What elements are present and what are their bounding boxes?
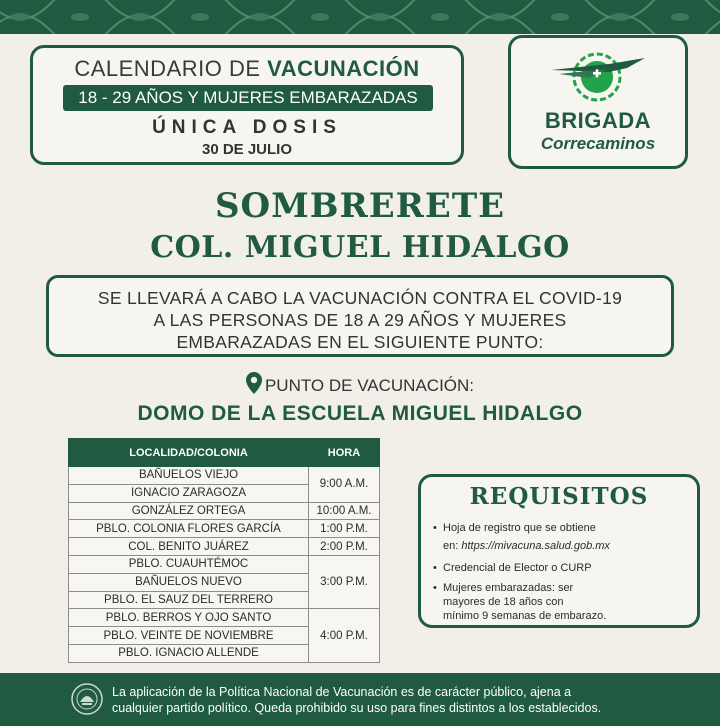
table-row	[69, 538, 380, 556]
table-row	[69, 609, 380, 627]
hour-cell: 10:00 A.M.	[309, 502, 380, 520]
locality-cell: PBLO. EL SAUZ DEL TERRERO	[69, 591, 309, 609]
calendar-box	[30, 45, 464, 165]
government-seal-icon	[70, 682, 104, 716]
locality-cell: BAÑUELOS VIEJO	[69, 467, 309, 485]
announcement-line-1: SE LLEVARÁ A CABO LA VACUNACIÓN CONTRA EL COVID-19	[97, 288, 623, 308]
footer-line-1: La aplicación de la Política Nacional de Vacunación es de carácter público, ajena a	[112, 685, 572, 699]
table-row	[69, 502, 380, 520]
roadrunner-logo-icon	[549, 44, 649, 106]
announcement-line-2: A LAS PERSONAS DE 18 A 29 AÑOS Y MUJERES	[153, 310, 567, 330]
dose-label: ÚNICA DOSIS	[152, 117, 342, 138]
locality-cell: PBLO. BERROS Y OJO SANTO	[69, 609, 309, 627]
age-group-band: 18 - 29 AÑOS Y MUJERES EMBARAZADAS	[63, 85, 433, 111]
requirement-url-prefix: en:	[443, 540, 459, 552]
locality-cell: PBLO. CUAUHTÉMOC	[69, 555, 309, 573]
requirement-text: Hoja de registro que se obtiene	[443, 522, 596, 534]
locality-cell: PBLO. VEINTE DE NOVIEMBRE	[69, 627, 309, 645]
requirement-item-pregnant	[433, 581, 693, 623]
requirements-title: REQUISITOS	[469, 483, 649, 510]
bullet: •	[433, 562, 437, 574]
calendar-title-bold: VACUNACIÓN	[267, 56, 420, 81]
requirements-box	[418, 474, 700, 628]
requirement-text: Mujeres embarazadas: ser	[443, 582, 574, 594]
schedule-header-row	[69, 439, 380, 467]
announcement-box	[46, 275, 674, 357]
calendar-title	[33, 56, 461, 82]
locality-cell: COL. BENITO JUÁREZ	[69, 538, 309, 556]
table-row	[69, 467, 380, 485]
ornament-pattern	[0, 0, 720, 34]
colonia-heading: COL. MIGUEL HIDALGO	[150, 230, 570, 265]
hour-cell: 4:00 P.M.	[309, 609, 380, 662]
hour-cell: 3:00 P.M.	[309, 555, 380, 608]
brigada-title: BRIGADA	[544, 108, 652, 133]
punto-label-text: PUNTO DE VACUNACIÓN:	[264, 376, 475, 395]
schedule-table	[68, 438, 380, 663]
bullet: •	[433, 582, 437, 594]
footer-disclaimer	[112, 684, 672, 716]
bullet: •	[433, 522, 437, 534]
locality-column-header: LOCALIDAD/COLONIA	[69, 439, 309, 467]
top-pattern-band	[0, 0, 720, 34]
announcement-line-3: EMBARAZADAS EN EL SIGUIENTE PUNTO:	[176, 332, 544, 352]
map-pin-icon	[246, 372, 262, 394]
locality-cell: PBLO. IGNACIO ALLENDE	[69, 644, 309, 662]
brigada-subtitle: Correcaminos	[540, 134, 656, 153]
requirement-url-line	[443, 539, 693, 553]
footer-line-2: cualquier partido político. Queda prohibido su uso para fines distintos a los establecidos.	[112, 701, 602, 715]
requirement-text: mayores de 18 años con	[443, 596, 564, 608]
requirement-item-registration	[433, 521, 693, 553]
locality-cell: IGNACIO ZARAGOZA	[69, 484, 309, 502]
footer-band	[0, 673, 720, 726]
brigada-box	[508, 35, 688, 169]
date-label: 30 DE JULIO	[201, 141, 293, 158]
hour-cell: 1:00 P.M.	[309, 520, 380, 538]
city-heading: SOMBRERETE	[214, 186, 506, 226]
hour-column-header: HORA	[309, 439, 380, 467]
requirement-text: Credencial de Elector o CURP	[443, 562, 592, 574]
calendar-title-light: CALENDARIO DE	[74, 56, 261, 81]
requirement-text: mínimo 9 semanas de embarazo.	[443, 610, 607, 622]
hour-cell: 9:00 A.M.	[309, 467, 380, 503]
mivacuna-link[interactable]: https://mivacuna.salud.gob.mx	[461, 540, 610, 552]
hour-cell: 2:00 P.M.	[309, 538, 380, 556]
table-row	[69, 555, 380, 573]
table-row	[69, 520, 380, 538]
locality-cell: PBLO. COLONIA FLORES GARCÍA	[69, 520, 309, 538]
punto-name: DOMO DE LA ESCUELA MIGUEL HIDALGO	[137, 402, 583, 425]
punto-label	[0, 372, 720, 396]
locality-cell: GONZÁLEZ ORTEGA	[69, 502, 309, 520]
locality-cell: BAÑUELOS NUEVO	[69, 573, 309, 591]
requirement-item-id	[433, 561, 693, 575]
